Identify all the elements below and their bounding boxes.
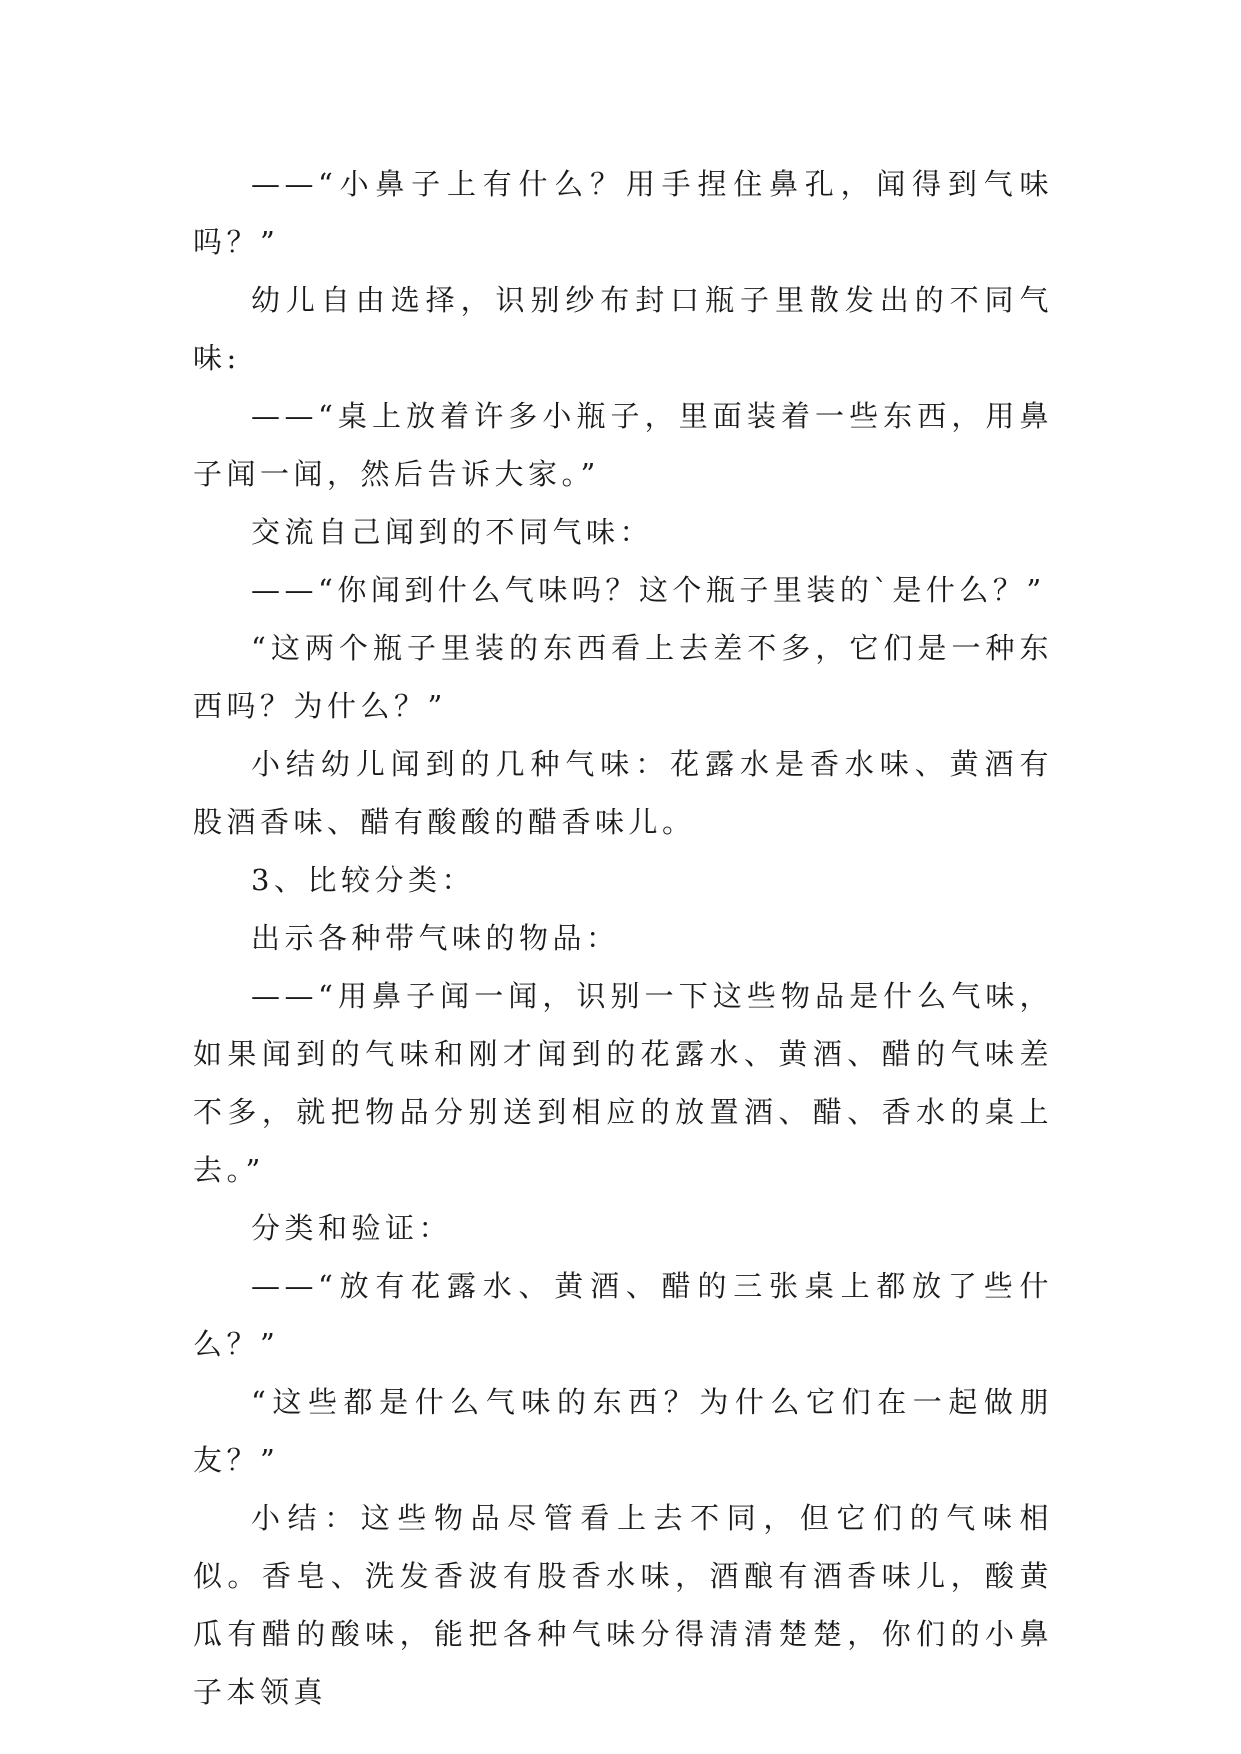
paragraph: ——“用鼻子闻一闻，识别一下这些物品是什么气味，如果闻到的气味和刚才闻到的花露水、黄酒、醋的气味差不多，就把物品分别送到相应的放置酒、醋、香水的桌上去。” [193, 979, 1053, 1187]
paragraph: 小结：这些物品尽管看上去不同，但它们的气味相似。香皂、洗发香波有股香水味，酒酿有酒香味儿，酸黄瓜有醋的酸味，能把各种气味分得清清楚楚，你们的小鼻子本领真 [193, 1501, 1053, 1709]
paragraph: “这些都是什么气味的东西？为什么它们在一起做朋友？” [193, 1385, 1053, 1477]
paragraph: 分类和验证： [251, 1211, 453, 1245]
paragraph: 幼儿自由选择，识别纱布封口瓶子里散发出的不同气味: [193, 283, 1053, 375]
paragraph: ——“桌上放着许多小瓶子，里面装着一些东西，用鼻子闻一闻，然后告诉大家。” [193, 399, 1053, 491]
paragraph: 交流自己闻到的不同气味： [251, 515, 654, 549]
paragraph: ——“你闻到什么气味吗？这个瓶子里装的`是什么？” [251, 573, 1046, 607]
paragraph: 小结幼儿闻到的几种气味：花露水是香水味、黄酒有股酒香味、醋有酸酸的醋香味儿。 [193, 747, 1053, 839]
document-body [193, 155, 1053, 1721]
paragraph: ——“小鼻子上有什么？用手捏住鼻孔，闻得到气味吗？” [193, 167, 1053, 259]
paragraph: 出示各种带气味的物品： [251, 921, 620, 955]
paragraph: “这两个瓶子里装的东西看上去差不多，它们是一种东西吗？为什么？” [193, 631, 1053, 723]
paragraph: ——“放有花露水、黄酒、醋的三张桌上都放了些什么？” [193, 1269, 1053, 1361]
paragraph: 3、比较分类： [251, 863, 475, 897]
